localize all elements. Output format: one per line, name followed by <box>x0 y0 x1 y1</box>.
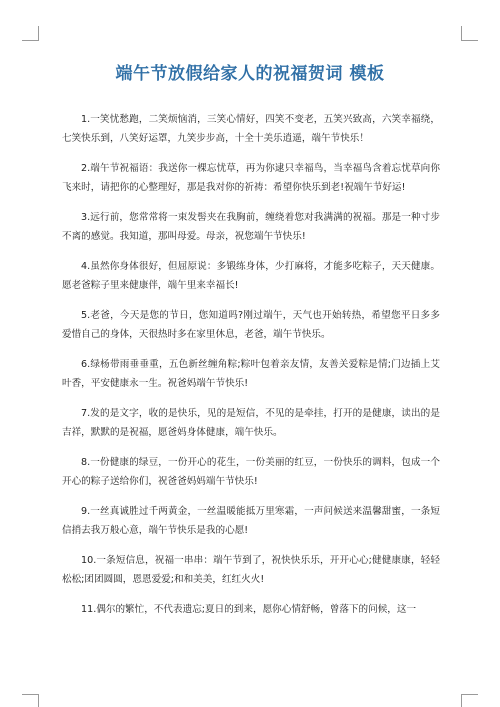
crop-mark <box>462 694 478 695</box>
paragraph: 2.端午节祝福语：我送你一棵忘忧草，再为你逮只幸福鸟，当幸福鸟含着忘忧草向你飞来时，请把你的心整理好，那是我对你的祈祷：希望你快乐到老!祝端午节好运! <box>62 163 440 193</box>
crop-mark <box>22 694 38 695</box>
crop-mark <box>461 694 462 707</box>
paragraph: 5.老爸，今天是您的节日，您知道吗?刚过端午，天气也开始转热，希望您平日多多爱惜自己的身体，天很热时多在家里休息，老爸，端午节快乐。 <box>62 310 440 340</box>
paragraph: 3.远行前，您常常将一束发髻夹在我胸前，缠绕着您对我满满的祝福。那是一种寸步不离的感觉。我知道，那叫母爱。母亲，祝您端午节快乐! <box>62 212 440 242</box>
paragraph: 10.一条短信息，祝福一串串：端午节到了，祝快快乐乐，开开心心;健健康康，轻轻松松;团团圆圆，恩恩爱爱;和和美美，红红火火! <box>62 555 440 585</box>
crop-mark <box>38 26 39 41</box>
crop-mark <box>461 26 462 41</box>
paragraph: 4.虽然你身体很好，但屈原说：多锻练身体，少打麻将，才能多吃粽子，天天健康。愿老爸粽子里来健康伴，端午里来幸福长! <box>62 261 440 291</box>
crop-mark <box>38 694 39 707</box>
paragraph: 9.一丝真诚胜过千两黄金，一丝温暖能抵万里寒霜，一声问候送来温馨甜蜜，一条短信捎去我万般心意，端午节快乐是我的心愿! <box>62 506 440 536</box>
paragraph: 7.发的是文字，收的是快乐，见的是短信，不见的是牵挂，打开的是健康，读出的是吉祥，默默的是祝福，愿爸妈身体健康，端午快乐。 <box>62 408 440 438</box>
paragraph: 6.绿杨带雨垂垂重，五色新丝缠角粽;粽叶包着亲友情，友善关爱粽是情;门边插上艾叶香，平安健康永一生。祝爸妈端午节快乐! <box>62 359 440 389</box>
crop-mark <box>462 40 478 41</box>
crop-mark <box>22 40 38 41</box>
paragraph: 8.一份健康的绿豆，一份开心的花生，一份美丽的红豆，一份快乐的调料，包成一个开心的粽子送给你们，祝爸爸妈妈端午节快乐! <box>62 457 440 487</box>
document-body <box>62 110 440 630</box>
paragraph: 11.偶尔的繁忙，不代表遗忘;夏日的到来，愿你心情舒畅，曾落下的问候，这一 <box>81 604 417 615</box>
paragraph: 1.一笑忧愁跑，二笑烦恼消，三笑心情好，四笑不变老，五笑兴致高，六笑幸福绕，七笑快乐到，八笑好运罩，九笑步步高，十全十美乐逍遥，端午节快乐！ <box>62 114 440 144</box>
page-title: 端午节放假给家人的祝福贺词 模板 <box>115 64 385 84</box>
